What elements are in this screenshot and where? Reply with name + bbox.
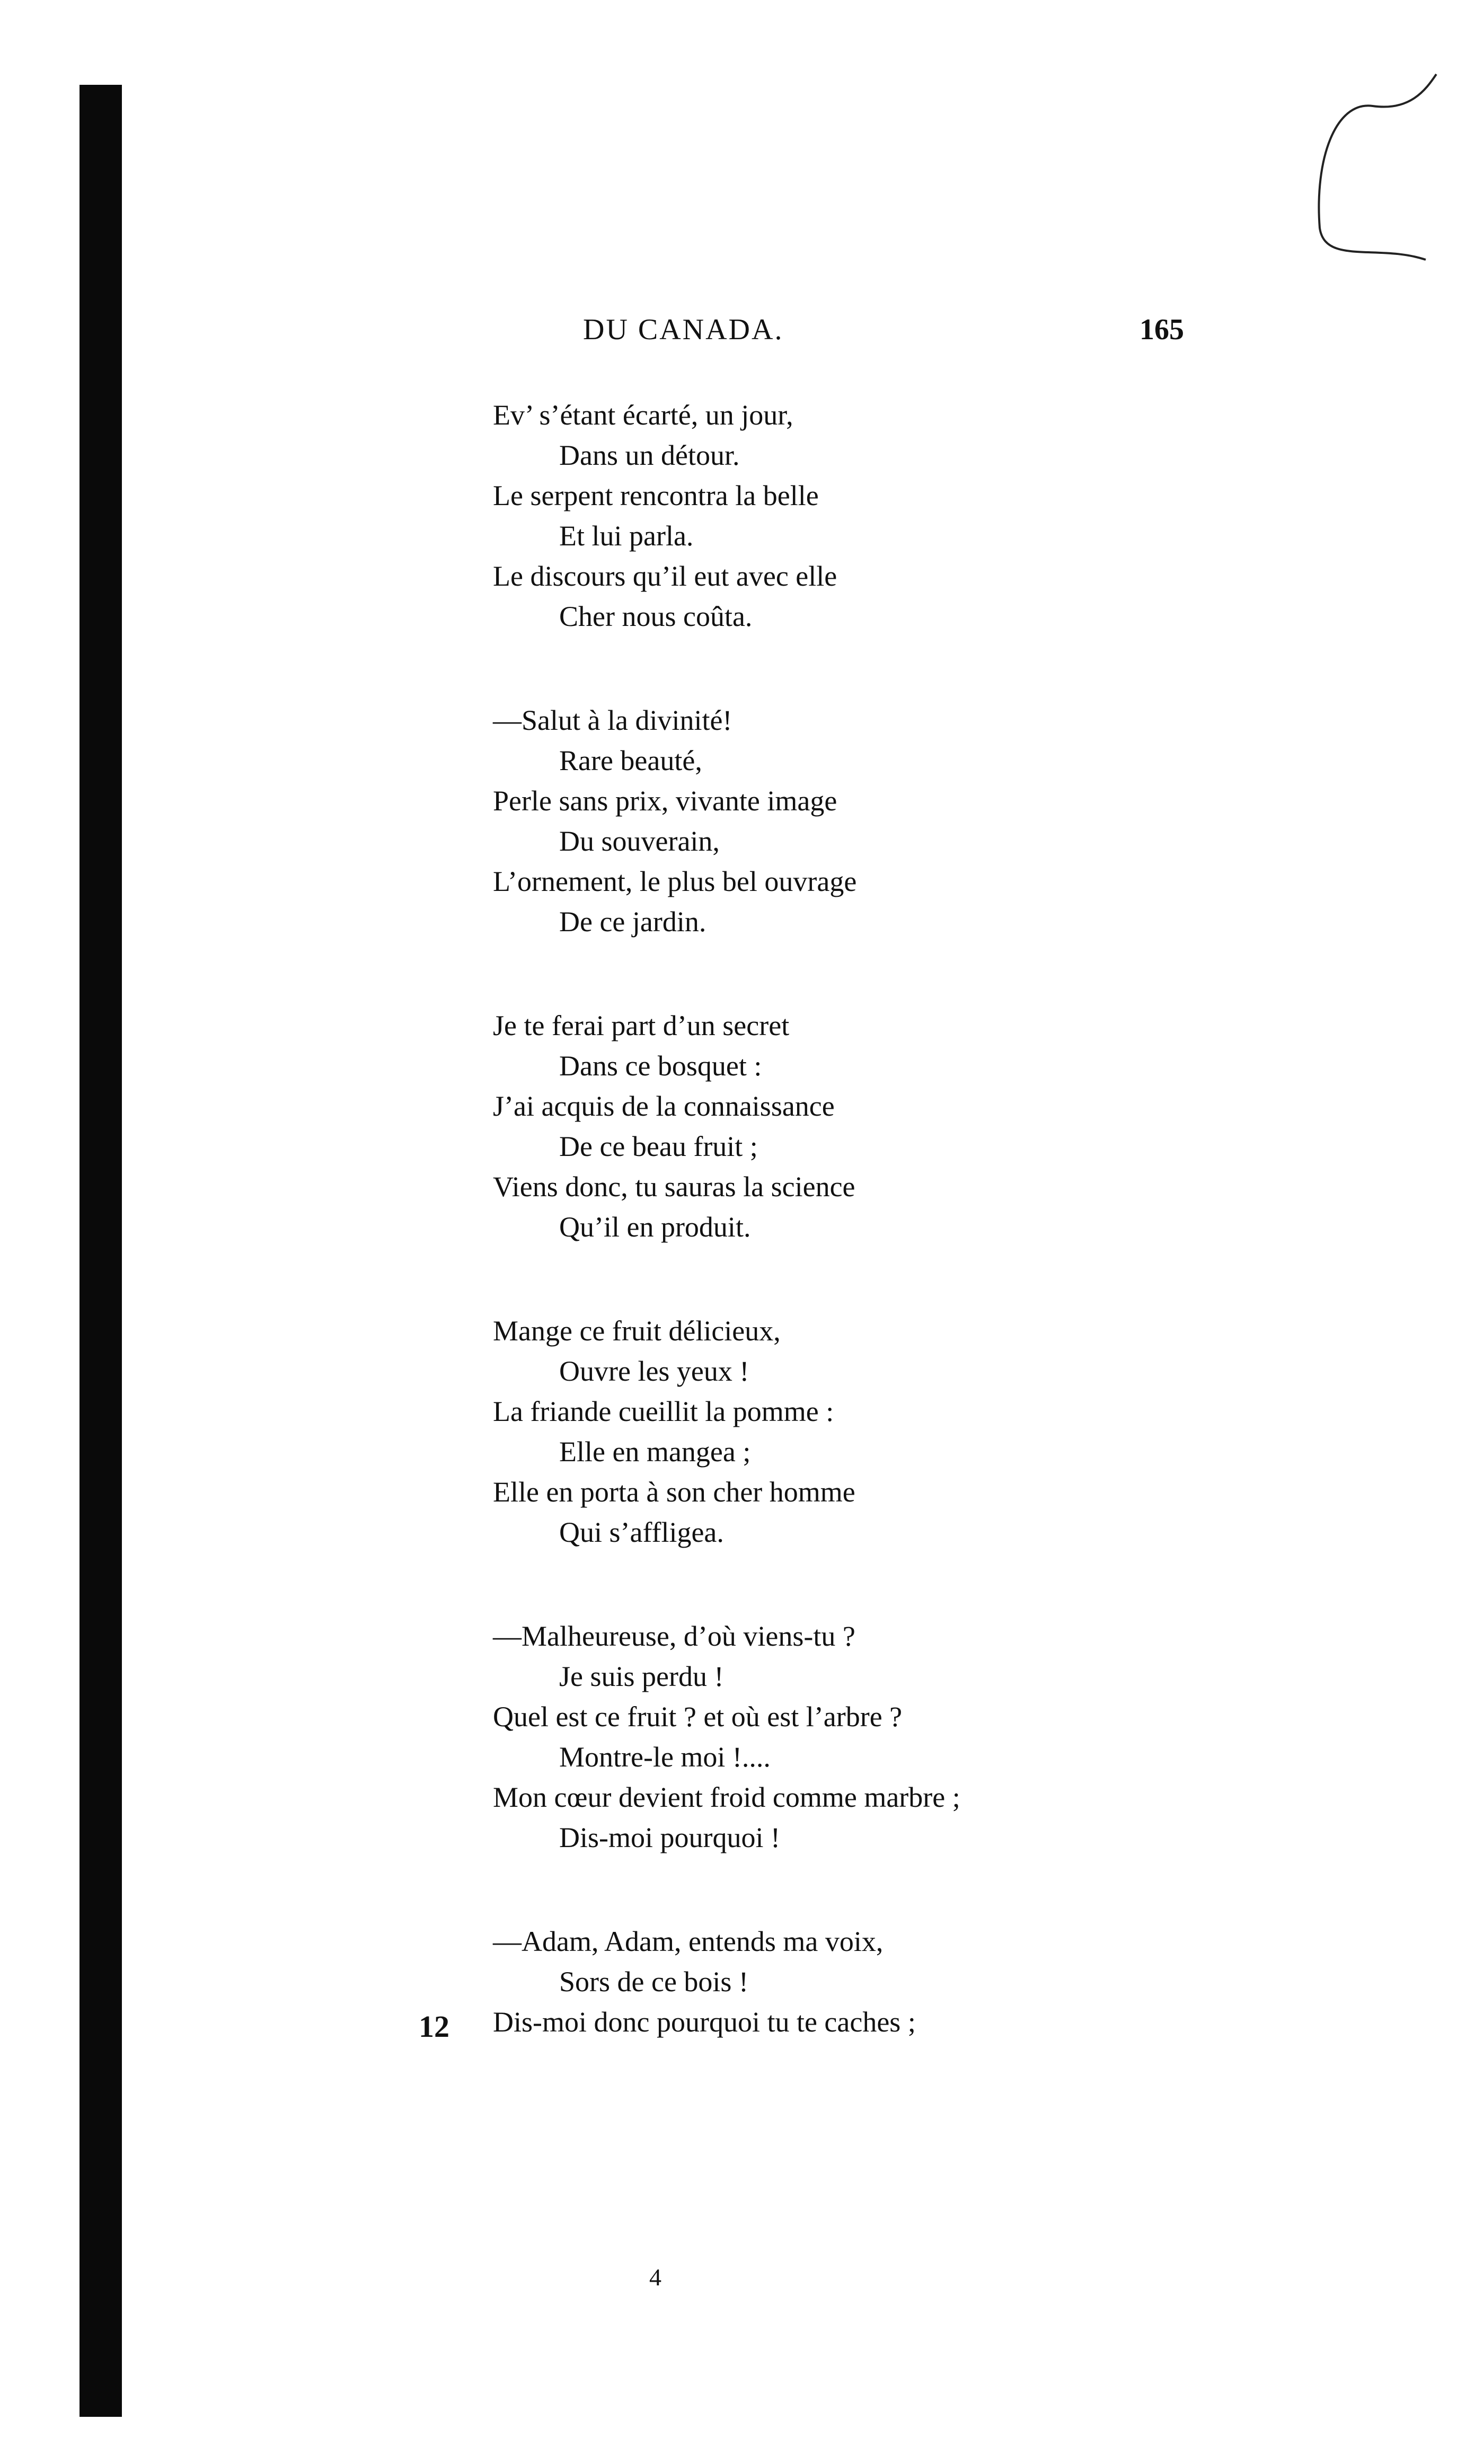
poem-line: Perle sans prix, vivante image xyxy=(493,785,837,817)
poem-line: Cher nous coûta. xyxy=(559,600,753,632)
stanza xyxy=(493,700,1235,942)
poem-line: Dis-moi pourquoi ! xyxy=(559,1822,780,1853)
poem-line: Ouvre les yeux ! xyxy=(559,1355,749,1387)
poem-line: De ce jardin. xyxy=(559,906,706,938)
poem-line: Et lui parla. xyxy=(559,520,694,552)
footer-mark: 4 xyxy=(649,2264,661,2291)
poem-line: Rare beauté, xyxy=(559,745,702,776)
poem-line: Qui s’affligea. xyxy=(559,1516,724,1548)
poem-line: Mange ce fruit délicieux, xyxy=(493,1315,781,1347)
poem-line: Je suis perdu ! xyxy=(559,1661,724,1692)
poem-line: Dis-moi donc pourquoi tu te caches ; xyxy=(493,2006,916,2038)
poem-line: Elle en mangea ; xyxy=(559,1436,751,1468)
running-header: DU CANADA. xyxy=(583,313,784,346)
poem-line: Elle en porta à son cher homme xyxy=(493,1476,855,1508)
page-binding-edge xyxy=(80,85,122,2417)
pencil-scribble xyxy=(1304,69,1463,270)
poem-line: Quel est ce fruit ? et où est l’arbre ? xyxy=(493,1701,903,1733)
poem-line: —Adam, Adam, entends ma voix, xyxy=(493,1926,884,1957)
poem-line: De ce beau fruit ; xyxy=(559,1131,758,1162)
poem-line: Le serpent rencontra la belle xyxy=(493,480,819,511)
stanza xyxy=(493,1311,1235,1552)
poem-line: La friande cueillit la pomme : xyxy=(493,1396,834,1427)
poem-body xyxy=(493,395,1235,2106)
stanza xyxy=(493,1005,1235,1247)
stanza xyxy=(493,1921,1235,2042)
poem-line: —Salut à la divinité! xyxy=(493,704,732,736)
poem-line: Du souverain, xyxy=(559,825,720,857)
poem-line: Montre-le moi !.... xyxy=(559,1741,771,1773)
poem-line: Qu’il en produit. xyxy=(559,1211,751,1243)
poem-line: Ev’ s’étant écarté, un jour, xyxy=(493,399,793,431)
poem-line: —Malheureuse, d’où viens-tu ? xyxy=(493,1620,855,1652)
stanza xyxy=(493,395,1235,637)
poem-line: Je te ferai part d’un secret xyxy=(493,1010,790,1041)
poem-line: L’ornement, le plus bel ouvrage xyxy=(493,866,857,897)
poem-line: Dans un détour. xyxy=(559,439,740,471)
page-number: 165 xyxy=(1140,313,1184,346)
poem-line: Mon cœur devient froid comme marbre ; xyxy=(493,1781,960,1813)
poem-line: Dans ce bosquet : xyxy=(559,1050,762,1082)
poem-line: Viens donc, tu sauras la science xyxy=(493,1171,855,1203)
poem-line: Le discours qu’il eut avec elle xyxy=(493,560,837,592)
poem-line: J’ai acquis de la connaissance xyxy=(493,1090,835,1122)
signature-mark: 12 xyxy=(419,2009,449,2044)
stanza xyxy=(493,1616,1235,1858)
poem-line: Sors de ce bois ! xyxy=(559,1966,748,1998)
